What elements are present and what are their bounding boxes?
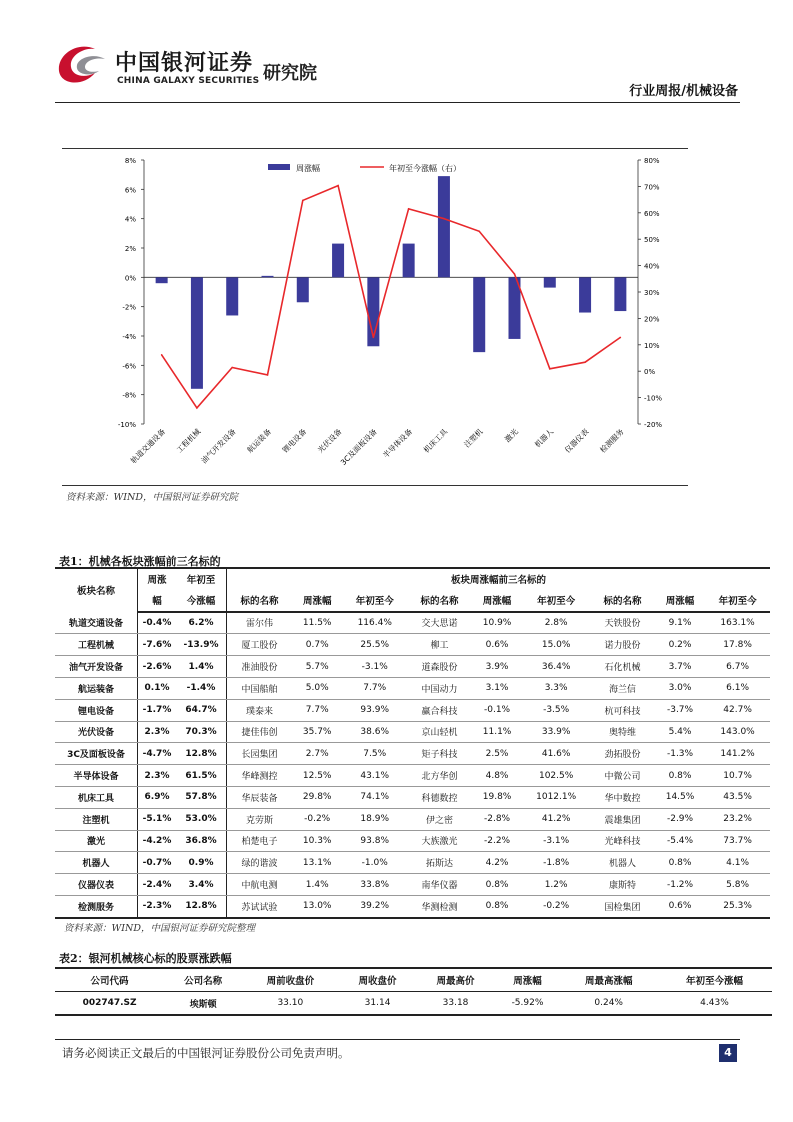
right-tick-label: 10% [644,341,660,350]
sector-change-cell: 0.1% [138,677,177,699]
right-tick-label: 30% [644,289,660,297]
ytd-line-point [514,273,516,275]
sector-change-cell: -2.6% [138,656,177,678]
stock-cell: -3.1% [522,830,590,852]
sector-change-cell: 12.8% [176,895,227,917]
stock-cell: 柳工 [407,634,472,656]
stock-cell: 18.9% [342,808,407,830]
page-number: 4 [719,1044,737,1062]
prev-close: 33.10 [242,992,338,1016]
stock-cell: -1.8% [522,852,590,874]
stock-cell: 25.5% [342,634,407,656]
category-label: 油气开发设备 [199,427,238,466]
category-label: 激光 [502,427,520,445]
table-row [55,743,770,765]
sector-name-cell: 工程机械 [55,634,138,656]
sector-name-cell: 检测服务 [55,895,138,917]
stock-cell: 7.5% [342,743,407,765]
stock-cell: 10.9% [472,612,522,634]
left-tick-label: -8% [122,391,136,400]
stock-cell: 0.6% [655,895,705,917]
stock-cell: -2.9% [655,808,705,830]
stock-cell: 克劳斯 [227,808,293,830]
stock-cell: 矩子科技 [407,743,472,765]
stock-cell: 0.6% [472,634,522,656]
stock-cell: 38.6% [342,721,407,743]
sector-change-cell: -5.1% [138,808,177,830]
sector-change-cell: 2.3% [138,765,177,787]
right-tick-label: 60% [644,209,660,218]
stock-cell: 苏试试验 [227,895,293,917]
bar-mark [297,277,309,302]
stock-cell: 5.4% [655,721,705,743]
stock-cell: 11.1% [472,721,522,743]
stock-cell: -3.5% [522,699,590,721]
stock-cell: 3.9% [472,656,522,678]
category-label: 光伏设备 [315,427,344,455]
stock-cell: 35.7% [292,721,342,743]
stock-cell: 25.3% [705,895,770,917]
week-high: 33.18 [417,992,495,1016]
sector-change-cell: -2.4% [138,874,177,896]
stock-cell: 0.8% [655,852,705,874]
t2-header: 年初至今涨幅 [657,968,772,992]
right-tick-label: 20% [644,315,660,324]
institute-name: 研究院 [263,63,317,84]
sector-name-cell: 半导体设备 [55,765,138,787]
stock-cell: -1.2% [655,874,705,896]
sector-top3-table [55,567,770,919]
sector-change-cell: 2.3% [138,721,177,743]
stock-cell: 0.2% [655,634,705,656]
bar-mark [262,276,274,277]
stock-cell: 3.1% [472,677,522,699]
stock-cell: 0.8% [472,874,522,896]
stock-cell: 39.2% [342,895,407,917]
stock-cell: 雷尔伟 [227,612,293,634]
stock-cell: 赢合科技 [407,699,472,721]
sector-change-cell: 61.5% [176,765,227,787]
stock-cell: 4.2% [472,852,522,874]
sector-name-cell: 油气开发设备 [55,656,138,678]
sector-change-cell: 64.7% [176,699,227,721]
stock-cell: 天铁股份 [590,612,655,634]
header-week-change-line2: 幅 [138,590,177,612]
stock-cell: 2.8% [522,612,590,634]
disclaimer-text: 请务必阅读正文最后的中国银河证券股份公司免责声明。 [62,1046,350,1060]
stock-cell: 拓斯达 [407,852,472,874]
sector-change-cell: -13.9% [176,634,227,656]
category-label: 机床工具 [421,427,450,455]
sub-header: 年初至今 [342,590,407,612]
stock-code: 002747.SZ [55,992,164,1016]
stock-cell: 3.7% [655,656,705,678]
left-tick-label: -4% [122,333,136,341]
sector-change-cell: 0.9% [176,852,227,874]
stock-cell: 2.7% [292,743,342,765]
stock-cell: 杭可科技 [590,699,655,721]
ytd-line-point [302,200,304,202]
stock-cell: 国检集团 [590,895,655,917]
week-close: 31.14 [339,992,417,1016]
stock-cell: 41.6% [522,743,590,765]
category-label: 机器人 [532,427,556,450]
sector-name-cell: 注塑机 [55,808,138,830]
stock-cell: 74.1% [342,786,407,808]
sub-header: 周涨幅 [292,590,342,612]
bar-mark [403,244,415,278]
stock-cell: 33.8% [342,874,407,896]
stock-cell: 4.1% [705,852,770,874]
stock-cell: 5.8% [705,874,770,896]
stock-cell: 10.3% [292,830,342,852]
sector-name-cell: 航运装备 [55,677,138,699]
bar-mark [614,277,626,311]
table-row [55,721,770,743]
stock-cell: 大族激光 [407,830,472,852]
sector-name-cell: 机器人 [55,852,138,874]
right-tick-label: -10% [644,394,663,403]
stock-cell: 163.1% [705,612,770,634]
stock-cell: 机器人 [590,852,655,874]
right-tick-label: 40% [644,262,660,271]
sector-name-cell: 机床工具 [55,786,138,808]
table-row [55,992,772,1016]
stock-cell: 143.0% [705,721,770,743]
header-ytd-change: 年初至 [176,568,227,590]
stock-cell: 5.0% [292,677,342,699]
t2-header: 周前收盘价 [242,968,338,992]
stock-cell: 12.5% [292,765,342,787]
category-label: 轨道交通设备 [128,427,168,466]
sector-change-cell: 12.8% [176,743,227,765]
stock-cell: 中航电测 [227,874,293,896]
ytd-line-point [620,337,622,339]
company-name-en: CHINA GALAXY SECURITIES [117,76,260,86]
stock-cell: 6.1% [705,677,770,699]
table-row [55,612,770,634]
stock-cell: 中微公司 [590,765,655,787]
table-row [55,699,770,721]
right-tick-label: 80% [644,157,660,165]
table1-caption: 表1：机械各板块涨幅前三名标的 [59,555,221,568]
stock-cell: 京山轻机 [407,721,472,743]
bar-mark [579,277,591,312]
ytd-line-point [549,368,551,370]
left-tick-label: 6% [124,186,136,195]
ytd-line-point [478,230,480,232]
stock-cell: 中国动力 [407,677,472,699]
company-name-cn: 中国银河证券 [115,51,254,76]
sector-change-cell: -1.4% [176,677,227,699]
sub-header: 标的名称 [227,590,293,612]
ytd-line-point [231,367,233,369]
stock-cell: 柏楚电子 [227,830,293,852]
header-divider [55,102,740,103]
sector-name-cell: 仪器仪表 [55,874,138,896]
sub-header: 标的名称 [590,590,655,612]
sector-performance-chart [62,148,688,484]
stock-cell: 42.7% [705,699,770,721]
sector-change-cell: -7.6% [138,634,177,656]
stock-cell: 2.5% [472,743,522,765]
table-row [55,656,770,678]
stock-cell: -0.2% [292,808,342,830]
ytd-line-point [337,185,339,187]
sector-change-cell: 57.8% [176,786,227,808]
stock-cell: 诺力股份 [590,634,655,656]
stock-cell: 捷佳伟创 [227,721,293,743]
stock-cell: 震雄集团 [590,808,655,830]
table-row [55,830,770,852]
stock-cell: -1.3% [655,743,705,765]
week-high-change: 0.24% [560,992,656,1016]
sector-change-cell: 1.4% [176,656,227,678]
stock-cell: 73.7% [705,830,770,852]
stock-cell: 13.0% [292,895,342,917]
stock-cell: 1.4% [292,874,342,896]
stock-cell: 劲拓股份 [590,743,655,765]
sector-change-cell: 6.9% [138,786,177,808]
stock-cell: 海兰信 [590,677,655,699]
stock-cell: 7.7% [292,699,342,721]
stock-cell: 43.5% [705,786,770,808]
sector-name-cell: 轨道交通设备 [55,612,138,634]
category-label: 航运装备 [245,427,273,455]
table-row [55,874,770,896]
stock-cell: 厦工股份 [227,634,293,656]
right-tick-label: 0% [644,368,656,377]
stock-cell: 华测检测 [407,895,472,917]
stock-cell: -5.4% [655,830,705,852]
stock-cell: 102.5% [522,765,590,787]
stock-cell: -2.2% [472,830,522,852]
stock-cell: 华中数控 [590,786,655,808]
ytd-line-point [161,354,163,356]
t2-header: 周最高涨幅 [560,968,656,992]
header-week-change: 周涨 [138,568,177,590]
stock-cell: -0.1% [472,699,522,721]
ytd-change: 4.43% [657,992,772,1016]
stock-cell: 141.2% [705,743,770,765]
bar-mark [544,277,556,287]
stock-cell: 93.9% [342,699,407,721]
stock-cell: 19.8% [472,786,522,808]
stock-cell: 4.8% [472,765,522,787]
week-change: -5.92% [495,992,561,1016]
stock-cell: 13.1% [292,852,342,874]
legend-line-label: 年初至今涨幅（右） [389,164,461,173]
stock-cell: -2.8% [472,808,522,830]
right-tick-label: 70% [644,183,660,192]
sector-change-cell: -2.3% [138,895,177,917]
stock-cell: 29.8% [292,786,342,808]
left-tick-label: -6% [122,362,136,371]
left-tick-label: -2% [122,303,136,312]
footer-divider [55,1039,740,1040]
stock-cell: 璞泰来 [227,699,293,721]
sector-change-cell: -0.7% [138,852,177,874]
sector-change-cell: -0.4% [138,612,177,634]
left-tick-label: 8% [124,157,136,165]
bar-mark [226,277,238,315]
sector-name-cell: 光伏设备 [55,721,138,743]
header-top3-group: 板块周涨幅前三名标的 [227,568,771,590]
stock-cell: 1012.1% [522,786,590,808]
stock-cell: 准油股份 [227,656,293,678]
table-row [55,677,770,699]
sector-change-cell: 70.3% [176,721,227,743]
table2-caption: 表2：银河机械核心标的股票涨跌幅 [59,952,232,965]
stock-cell: 3.0% [655,677,705,699]
bar-mark [156,277,168,283]
stock-cell: 33.9% [522,721,590,743]
table-row [55,786,770,808]
stock-cell: 14.5% [655,786,705,808]
table-row [55,765,770,787]
left-tick-label: 2% [124,245,136,253]
stock-cell: -1.0% [342,852,407,874]
ytd-line-point [196,407,198,409]
category-label: 工程机械 [174,427,203,455]
category-label: 锂电设备 [280,427,309,455]
stock-cell: -3.1% [342,656,407,678]
legend-bar-swatch [268,164,290,170]
sub-header: 年初至今 [705,590,770,612]
table-row [55,852,770,874]
category-label: 检测服务 [598,427,626,455]
sector-change-cell: 3.4% [176,874,227,896]
stock-cell: 10.7% [705,765,770,787]
stock-cell: 绿的谐波 [227,852,293,874]
sub-header: 周涨幅 [472,590,522,612]
stock-cell: 0.7% [292,634,342,656]
sub-header: 标的名称 [407,590,472,612]
galaxy-logo-icon [55,43,107,87]
stock-cell: 长园集团 [227,743,293,765]
stock-cell: 光峰科技 [590,830,655,852]
header-ytd-change-line2: 今涨幅 [176,590,227,612]
ytd-line-point [267,374,269,376]
stock-cell: 科德数控 [407,786,472,808]
stock-cell: 1.2% [522,874,590,896]
sector-change-cell: -4.7% [138,743,177,765]
stock-cell: 36.4% [522,656,590,678]
stock-cell: -3.7% [655,699,705,721]
ytd-line-point [373,337,375,339]
ytd-line-point [584,361,586,363]
category-label: 3C及面板设备 [338,427,379,468]
left-tick-label: 0% [124,274,136,283]
sub-header: 周涨幅 [655,590,705,612]
stock-cell: 11.5% [292,612,342,634]
stock-cell: 南华仪器 [407,874,472,896]
stock-cell: 23.2% [705,808,770,830]
sector-change-cell: 53.0% [176,808,227,830]
chart-source-note: 资料来源：WIND，中国银河证券研究院 [66,492,238,503]
sector-name-cell: 激光 [55,830,138,852]
stock-name: 埃斯顿 [164,992,242,1016]
legend-bar-label: 周涨幅 [296,164,320,173]
sector-name-cell: 3C及面板设备 [55,743,138,765]
stock-cell: -0.2% [522,895,590,917]
t2-header: 周最高价 [417,968,495,992]
stock-cell: 7.7% [342,677,407,699]
bar-mark [473,277,485,352]
stock-cell: 15.0% [522,634,590,656]
stock-cell: 116.4% [342,612,407,634]
left-tick-label: 4% [124,215,136,224]
report-section-title: 行业周报/机械设备 [629,84,738,99]
bar-mark [191,277,203,388]
left-tick-label: -10% [117,421,136,429]
sector-change-cell: -4.2% [138,830,177,852]
stock-cell: 93.8% [342,830,407,852]
header-sector: 板块名称 [55,568,138,612]
stock-cell: 0.8% [655,765,705,787]
stock-cell: 中国船舶 [227,677,293,699]
stock-cell: 9.1% [655,612,705,634]
stock-cell: 0.8% [472,895,522,917]
stock-cell: 41.2% [522,808,590,830]
stock-cell: 奥特维 [590,721,655,743]
stock-cell: 伊之密 [407,808,472,830]
stock-cell: 华峰测控 [227,765,293,787]
stock-cell: 交大思诺 [407,612,472,634]
t2-header: 公司名称 [164,968,242,992]
right-tick-label: -20% [644,421,663,429]
table-row [55,808,770,830]
table-row [55,634,770,656]
category-label: 仪器仪表 [562,427,591,455]
t2-header: 周涨幅 [495,968,561,992]
stock-cell: 43.1% [342,765,407,787]
stock-cell: 3.3% [522,677,590,699]
stock-cell: 5.7% [292,656,342,678]
stock-cell: 北方华创 [407,765,472,787]
stock-cell: 华辰装备 [227,786,293,808]
category-label: 注塑机 [462,427,485,450]
stock-cell: 康斯特 [590,874,655,896]
sector-name-cell: 锂电设备 [55,699,138,721]
core-stock-table [55,967,772,1016]
sector-change-cell: 6.2% [176,612,227,634]
t2-header: 公司代码 [55,968,164,992]
bar-mark [332,244,344,278]
ytd-line-point [443,218,445,220]
sub-header: 年初至今 [522,590,590,612]
sector-change-cell: -1.7% [138,699,177,721]
table1-source-note: 资料来源：WIND，中国银河证券研究院整理 [64,923,255,934]
table-row [55,895,770,917]
stock-cell: 石化机械 [590,656,655,678]
sector-change-cell: 36.8% [176,830,227,852]
stock-cell: 道森股份 [407,656,472,678]
bar-mark [438,176,450,277]
ytd-line-point [408,208,410,210]
right-tick-label: 50% [644,236,660,245]
stock-cell: 17.8% [705,634,770,656]
stock-cell: 6.7% [705,656,770,678]
t2-header: 周收盘价 [339,968,417,992]
category-label: 半导体设备 [381,427,415,460]
